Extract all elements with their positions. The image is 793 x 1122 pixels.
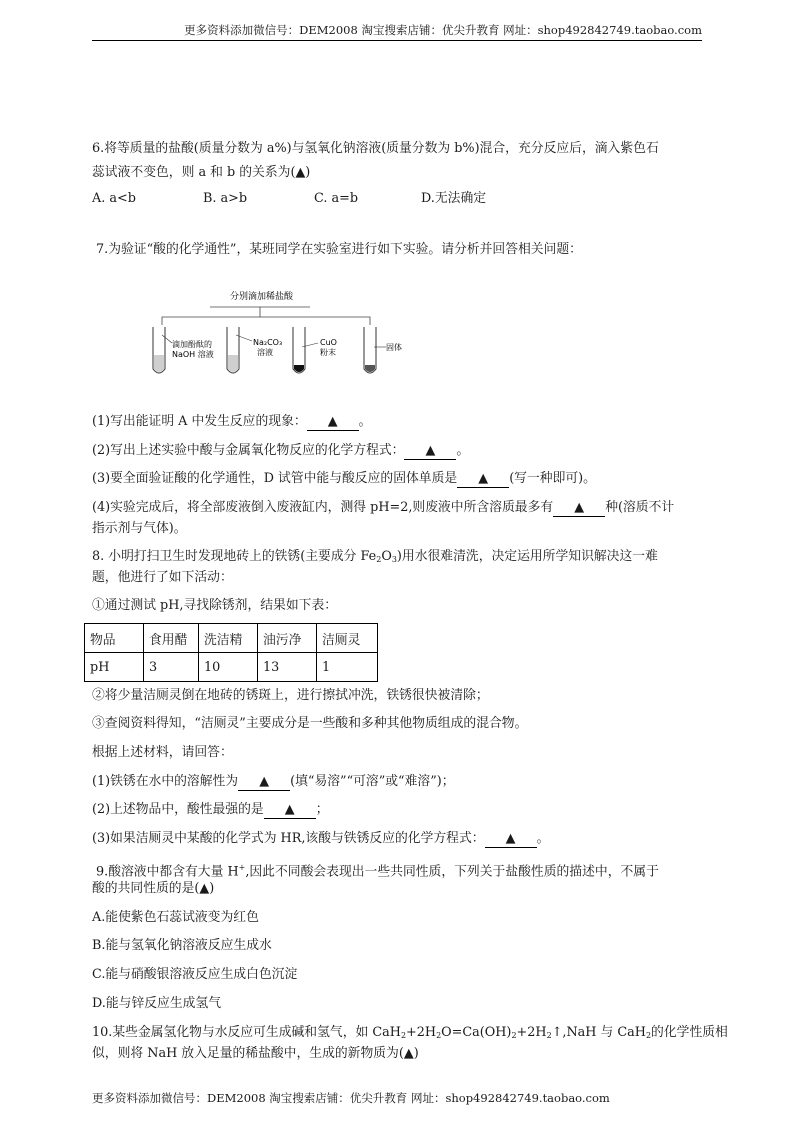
tube-b-label-1: Na₂CO₃ — [253, 338, 283, 347]
q9-stem-line1: 9.酸溶液中都含有大量 H+,因此不同酸会表现出一些共同性质，下列关于盐酸性质的描述中，不属于 — [96, 863, 659, 880]
table-cell: 油污净 — [258, 624, 317, 653]
figure-bracket — [162, 317, 370, 325]
q9-option-b: B.能与氢氧化钠溶液反应生成水 — [92, 938, 272, 953]
tube-a — [153, 327, 214, 373]
q8-part3-blank: ▲ — [485, 831, 537, 848]
q8-item1: ①通过测试 pH,寻找除锈剂，结果如下表： — [92, 598, 338, 613]
page-footer: 更多资料添加微信号：DEM2008 淘宝搜索店铺：优尖升教育 网址：shop492842749.taobao.com — [92, 1091, 610, 1105]
q8-item3: ③查阅资料得知，“洁厕灵”主要成分是一些酸和多种其他物质组成的混合物。 — [92, 716, 528, 731]
tube-b — [227, 327, 282, 373]
q7-part4-line2: 指示剂与气体)。 — [92, 521, 187, 536]
table-cell: 13 — [258, 653, 317, 682]
ph-table — [84, 623, 378, 682]
q7-part1: (1)写出能证明 A 中发生反应的现象： ▲ 。 — [92, 414, 372, 429]
q7-part2: (2)写出上述实验中酸与金属氧化物反应的化学方程式： ▲ 。 — [92, 443, 470, 458]
q7-stem: 7.为验证“酸的化学通性”，某班同学在实验室进行如下实验。请分析并回答相关问题： — [96, 242, 582, 257]
tube-b-label-2: 溶液 — [257, 348, 273, 357]
table-header-row — [85, 624, 378, 653]
tube-a-label-2: NaOH 溶液 — [172, 350, 214, 359]
table-cell: 1 — [317, 653, 378, 682]
q7-part3-blank: ▲ — [457, 471, 509, 488]
table-cell: 物品 — [85, 624, 144, 653]
q9-option-c: C.能与硝酸银溶液反应生成白色沉淀 — [92, 967, 298, 982]
header-divider — [92, 40, 702, 41]
tube-d-label: 固体 — [386, 343, 402, 352]
q8-part1-blank: ▲ — [238, 774, 290, 791]
q7-part1-blank: ▲ — [307, 414, 359, 431]
q6-stem-line2: 蕊试液不变色，则 a 和 b 的关系为(▲) — [92, 165, 311, 180]
q7-part4: (4)实验完成后，将全部废液倒入废液缸内，测得 pH=2,则废液中所含溶质最多有 ▲ 种(溶质不计 — [92, 500, 675, 515]
q8-part2: (2)上述物品中，酸性最强的是 ▲ ； — [92, 802, 329, 817]
table-cell: 洁厕灵 — [317, 624, 378, 653]
q8-part2-blank: ▲ — [264, 802, 316, 819]
q10-stem-line2: 似，则将 NaH 放入足量的稀盐酸中，生成的新物质为(▲) — [92, 1046, 419, 1061]
q8-stem-line2: 题，他进行了如下活动： — [92, 570, 233, 585]
q6-option-b: B. a>b — [203, 191, 248, 206]
tube-a-label-1: 滴加酚酞的 — [172, 340, 212, 349]
q7-part4-blank: ▲ — [553, 500, 605, 517]
table-cell: 3 — [144, 653, 199, 682]
table-row — [85, 653, 378, 682]
q6-option-c: C. a=b — [314, 191, 359, 206]
q7-part2-blank: ▲ — [404, 443, 456, 460]
q8-part1: (1)铁锈在水中的溶解性为 ▲ (填“易溶”“可溶”或“难溶”)； — [92, 774, 455, 789]
tube-c-label-1: CuO — [320, 338, 337, 347]
q9-option-d: D.能与锌反应生成氢气 — [92, 996, 222, 1011]
q10-stem-line1: 10.某些金属氢化物与水反应可生成碱和氢气，如 $CaH_2+2H_2O=Ca(OH)_2+2H_2↑,NaH$ 与 CaH$_2$的化学性质相 — [92, 1025, 728, 1040]
tube-c — [293, 327, 337, 373]
table-cell: 洗洁精 — [199, 624, 258, 653]
table-cell: 食用醋 — [144, 624, 199, 653]
page-header: 更多资料添加微信号：DEM2008 淘宝搜索店铺：优尖升教育 网址：shop492842749.taobao.com — [184, 23, 702, 37]
q7-part3: (3)要全面验证酸的化学通性，D 试管中能与酸反应的固体单质是 ▲ (写一种即可)。 — [92, 471, 596, 486]
q8-item2: ②将少量洁厕灵倒在地砖的锈斑上，进行擦拭冲洗，铁锈很快被清除； — [92, 688, 489, 703]
q6-stem-line1: 6.将等质量的盐酸(质量分数为 a%)与氢氧化钠溶液(质量分数为 b%)混合，充分反应后，滴入紫色石 — [92, 141, 659, 156]
q9-option-a: A.能使紫色石蕊试液变为红色 — [92, 910, 259, 925]
figure-top-label: 分别滴加稀盐酸 — [230, 292, 294, 302]
q9-stem-line2: 酸的共同性质的是(▲) — [92, 881, 215, 896]
tube-c-label-2: 粉末 — [320, 348, 336, 357]
q6-option-d: D.无法确定 — [421, 191, 487, 206]
q7-experiment-figure — [150, 285, 402, 385]
table-cell: 10 — [199, 653, 258, 682]
tube-d — [364, 327, 402, 373]
table-cell: pH — [85, 653, 144, 682]
q8-part3: (3)如果洁厕灵中某酸的化学式为 HR,该酸与铁锈反应的化学方程式： ▲ 。 — [92, 831, 550, 846]
q8-stem-line1: 8. 小明打扫卫生时发现地砖上的铁锈(主要成分 $Fe_2O_3$)用水很难清洗，决定运用所学知识解决这一难 — [92, 549, 658, 564]
q8-prompt: 根据上述材料，请回答： — [92, 745, 233, 760]
q6-option-a: A. a<b — [92, 191, 136, 206]
